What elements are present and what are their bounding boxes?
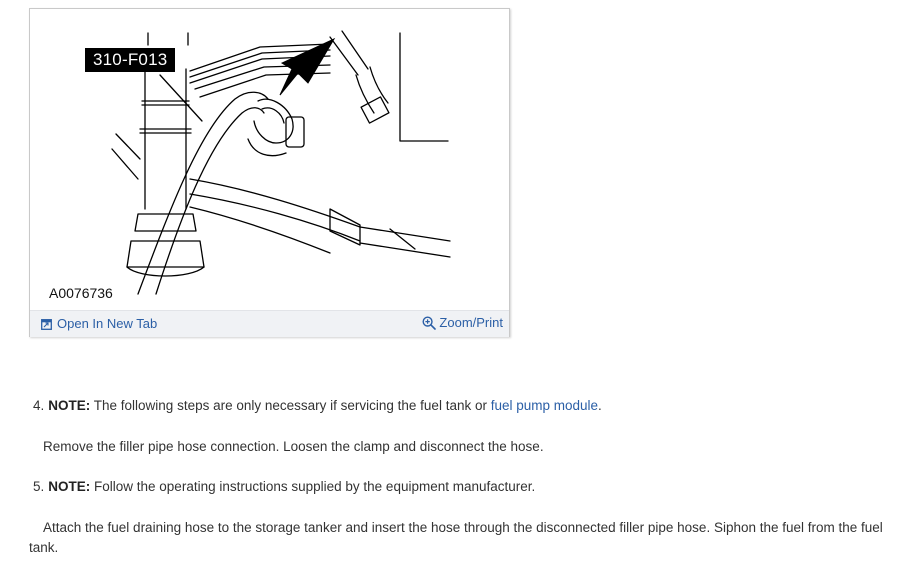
note-label: NOTE:: [48, 479, 91, 494]
open-in-new-tab-icon: [41, 318, 52, 329]
fuel-pump-module-link[interactable]: fuel pump module: [490, 398, 599, 413]
magnifier-plus-icon: [422, 316, 436, 330]
zoom-print-link[interactable]: [422, 315, 503, 330]
step-number: 4.: [33, 398, 45, 413]
note-text-end: .: [598, 398, 602, 413]
note-label: NOTE:: [48, 398, 91, 413]
step-5-instruction: Attach the fuel draining hose to the storage tanker and insert the hose through the disconnected filler pipe hose. Siphon the fuel from the fuel tank.: [29, 520, 883, 555]
open-in-new-tab-link[interactable]: [41, 316, 157, 331]
zoom-print-label: Zoom/Print: [439, 315, 503, 330]
figure-callout-label: 310-F013: [85, 48, 175, 72]
open-in-new-tab-label: Open In New Tab: [57, 316, 158, 331]
step-5-note: [33, 477, 899, 497]
step-number: 5.: [33, 479, 45, 494]
step-4-instruction: Remove the filler pipe hose connection. Loosen the clamp and disconnect the hose.: [43, 439, 544, 454]
procedure-steps: [29, 396, 899, 578]
note-text: Follow the operating instructions supplied by the equipment manufacturer.: [90, 479, 536, 494]
figure-id-label: A0076736: [49, 285, 113, 301]
figure-toolbar: [30, 310, 509, 337]
step-4-note: [33, 396, 899, 416]
figure-card: [29, 8, 510, 337]
note-text: The following steps are only necessary if servicing the fuel tank or: [90, 398, 491, 413]
